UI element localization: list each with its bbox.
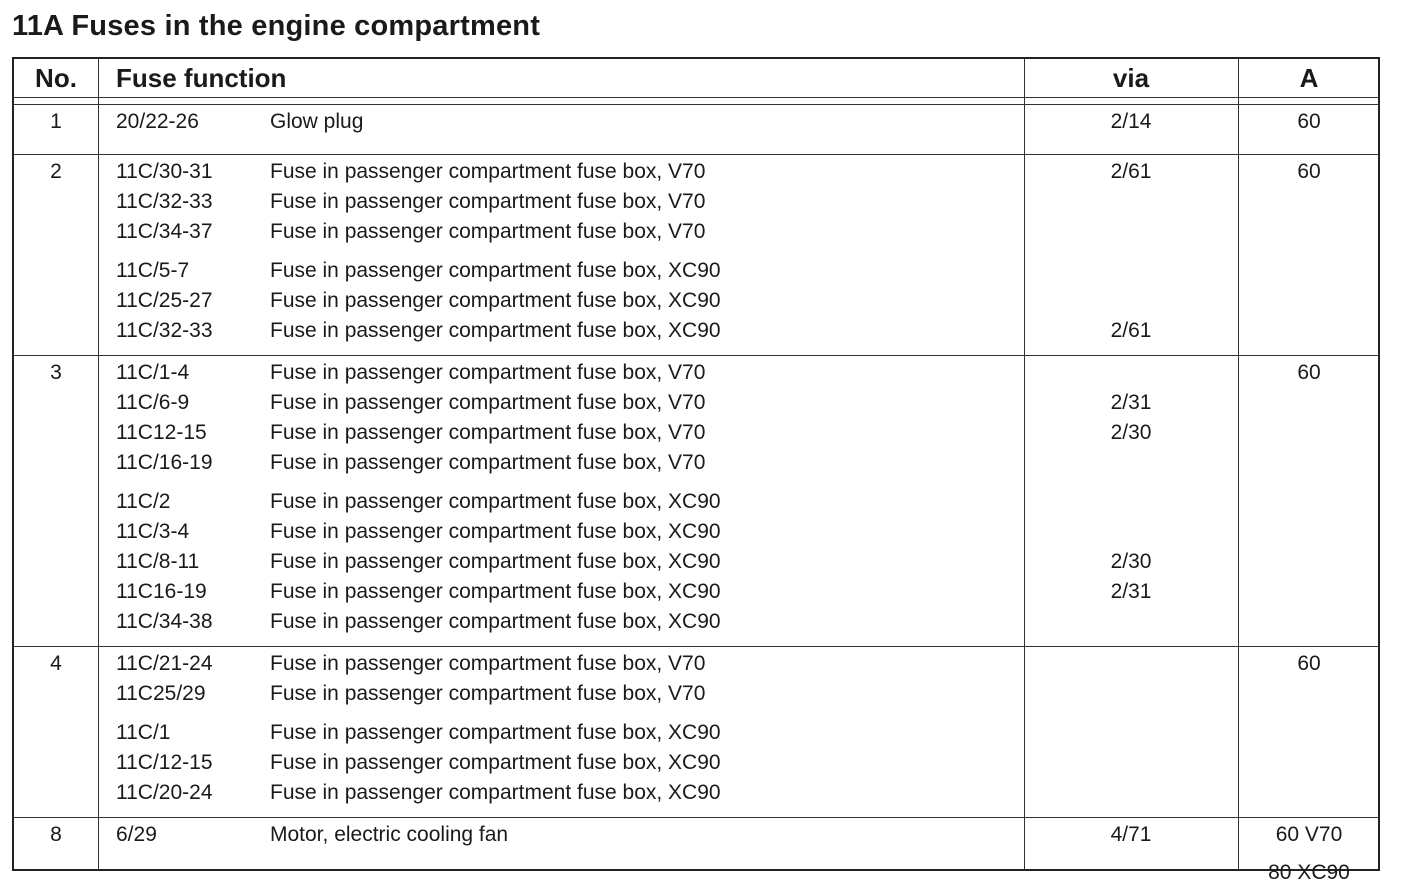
fuse-code: 11C/6-9 xyxy=(116,391,190,414)
fuse-description: Fuse in passenger compartment fuse box, XC90 xyxy=(270,319,721,342)
fuse-via: 2/61 xyxy=(1110,160,1152,183)
fuse-code: 11C25/29 xyxy=(116,682,206,705)
fuse-amperage: 80 XC90 xyxy=(1268,861,1350,884)
fuse-description: Fuse in passenger compartment fuse box, XC90 xyxy=(270,781,721,804)
fuse-amperage: 60 xyxy=(1297,160,1321,183)
fuse-number: 4 xyxy=(50,652,62,675)
fuse-via: 2/31 xyxy=(1110,391,1152,414)
fuse-description: Fuse in passenger compartment fuse box, XC90 xyxy=(270,751,721,774)
fuse-description: Fuse in passenger compartment fuse box, V70 xyxy=(270,160,706,183)
row-divider xyxy=(14,646,1378,647)
fuse-description: Fuse in passenger compartment fuse box, XC90 xyxy=(270,610,721,633)
fuse-number: 1 xyxy=(50,110,62,133)
header-amp: A xyxy=(1299,63,1319,93)
fuse-amperage: 60 xyxy=(1297,361,1321,384)
fuse-description: Fuse in passenger compartment fuse box, V70 xyxy=(270,652,706,675)
fuse-code: 11C12-15 xyxy=(116,421,207,444)
fuse-number: 2 xyxy=(50,160,62,183)
fuse-description: Glow plug xyxy=(270,110,364,133)
row-divider xyxy=(14,355,1378,356)
fuse-description: Fuse in passenger compartment fuse box, V70 xyxy=(270,451,706,474)
fuse-description: Fuse in passenger compartment fuse box, XC90 xyxy=(270,520,721,543)
header-via: via xyxy=(1112,63,1150,93)
fuse-code: 11C/25-27 xyxy=(116,289,213,312)
fuse-code: 20/22-26 xyxy=(116,110,199,133)
fuse-code: 11C/20-24 xyxy=(116,781,213,804)
fuse-amperage: 60 V70 xyxy=(1275,823,1343,846)
fuse-code: 11C/21-24 xyxy=(116,652,213,675)
fuse-amperage: 60 xyxy=(1297,110,1321,133)
fuse-number: 8 xyxy=(50,823,62,846)
header-function: Fuse function xyxy=(116,63,287,93)
header-no: No. xyxy=(35,63,77,93)
fuse-table xyxy=(12,57,1380,884)
fuse-description: Motor, electric cooling fan xyxy=(270,823,509,846)
fuse-code: 11C/34-38 xyxy=(116,610,213,633)
fuse-via: 2/61 xyxy=(1110,319,1152,342)
fuse-description: Fuse in passenger compartment fuse box, V70 xyxy=(270,220,706,243)
row-divider xyxy=(14,154,1378,155)
fuse-description: Fuse in passenger compartment fuse box, XC90 xyxy=(270,580,721,603)
fuse-description: Fuse in passenger compartment fuse box, XC90 xyxy=(270,289,721,312)
fuse-via: 2/30 xyxy=(1110,550,1152,573)
fuse-number: 3 xyxy=(50,361,62,384)
column-divider xyxy=(98,59,99,869)
fuse-code: 11C/1 xyxy=(116,721,171,744)
fuse-description: Fuse in passenger compartment fuse box, V70 xyxy=(270,391,706,414)
fuse-via: 2/14 xyxy=(1110,110,1152,133)
fuse-code: 11C/1-4 xyxy=(116,361,190,384)
fuse-via: 2/30 xyxy=(1110,421,1152,444)
fuse-description: Fuse in passenger compartment fuse box, XC90 xyxy=(270,550,721,573)
fuse-description: Fuse in passenger compartment fuse box, V70 xyxy=(270,361,706,384)
fuse-amperage: 60 xyxy=(1297,652,1321,675)
fuse-code: 11C/16-19 xyxy=(116,451,213,474)
page-title: 11A Fuses in the engine compartment xyxy=(12,10,541,42)
fuse-code: 11C/3-4 xyxy=(116,520,190,543)
fuse-description: Fuse in passenger compartment fuse box, V70 xyxy=(270,190,706,213)
row-divider xyxy=(14,817,1378,818)
fuse-description: Fuse in passenger compartment fuse box, XC90 xyxy=(270,259,721,282)
fuse-code: 11C/32-33 xyxy=(116,319,213,342)
fuse-code: 11C/8-11 xyxy=(116,550,200,573)
header-rule xyxy=(14,104,1378,105)
fuse-description: Fuse in passenger compartment fuse box, V70 xyxy=(270,682,706,705)
fuse-via: 4/71 xyxy=(1110,823,1152,846)
fuse-code: 11C/5-7 xyxy=(116,259,190,282)
fuse-via: 2/31 xyxy=(1110,580,1152,603)
header-rule xyxy=(14,97,1378,98)
fuse-code: 11C/30-31 xyxy=(116,160,213,183)
fuse-code: 11C/2 xyxy=(116,490,171,513)
fuse-code: 11C/32-33 xyxy=(116,190,213,213)
fuse-code: 11C/12-15 xyxy=(116,751,213,774)
fuse-description: Fuse in passenger compartment fuse box, V70 xyxy=(270,421,706,444)
fuse-description: Fuse in passenger compartment fuse box, XC90 xyxy=(270,721,721,744)
fuse-description: Fuse in passenger compartment fuse box, XC90 xyxy=(270,490,721,513)
fuse-code: 6/29 xyxy=(116,823,157,846)
fuse-code: 11C16-19 xyxy=(116,580,207,603)
fuse-code: 11C/34-37 xyxy=(116,220,213,243)
